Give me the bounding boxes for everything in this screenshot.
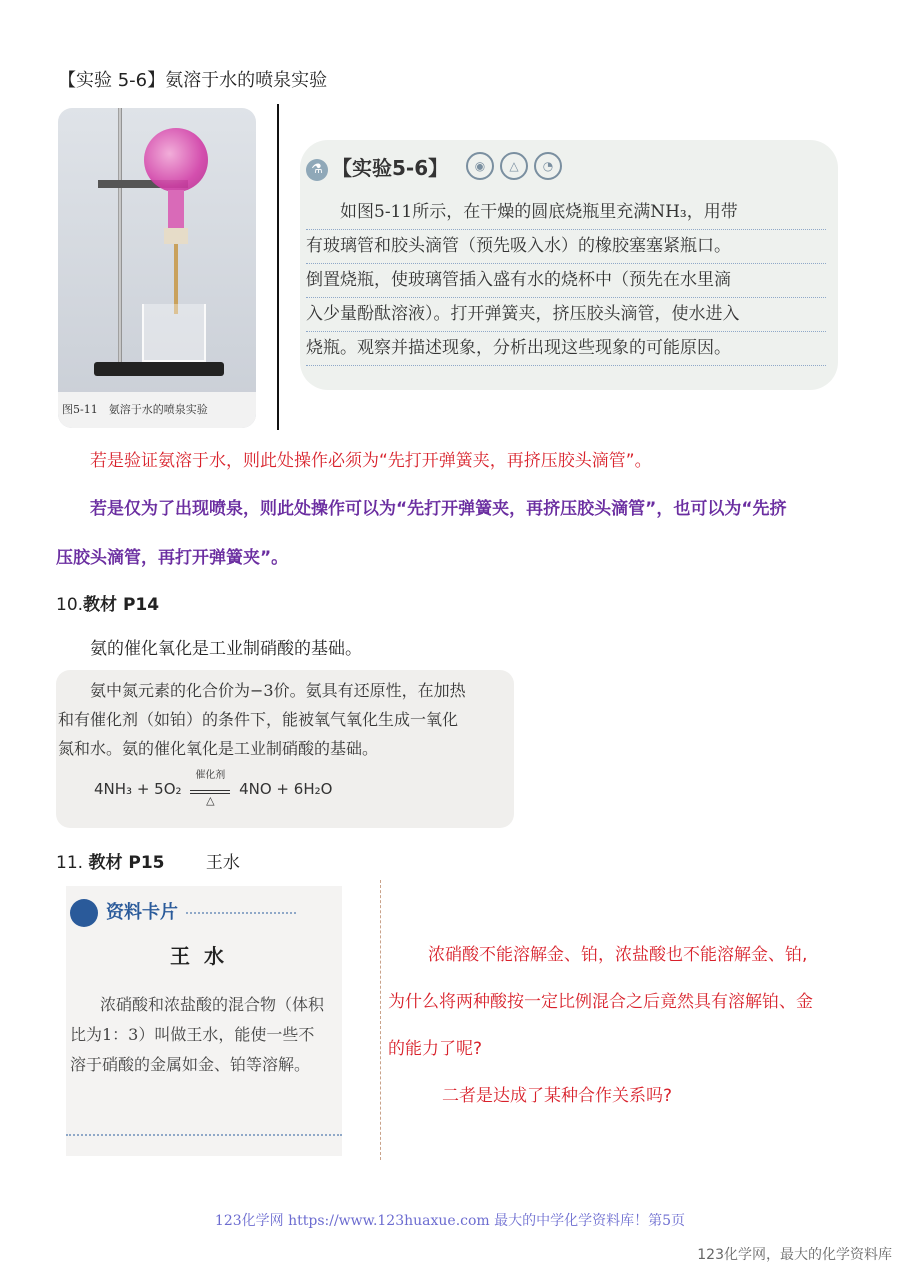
round-bottom-flask bbox=[144, 128, 208, 192]
brand-watermark: 123化学网，最大的化学资料库 bbox=[697, 1247, 892, 1263]
item-10-label: 教材 P14 bbox=[83, 595, 160, 615]
page-footer: 123化学网 https://www.123huaxue.com 最大的中学化学资料库！第5页 bbox=[214, 1213, 686, 1229]
equation-arrow bbox=[190, 770, 230, 807]
chemical-equation bbox=[94, 770, 333, 807]
textbook-line: 氨中氮元素的化合价为−3价。氨具有还原性，在加热 bbox=[90, 681, 466, 700]
flask-icon: ⚗ bbox=[306, 159, 328, 181]
side-note-line: 二者是达成了某种合作关系吗? bbox=[442, 1086, 673, 1106]
equation-reactants: 4NH₃ + 5O₂ bbox=[94, 780, 182, 798]
side-note-line: 浓硝酸不能溶解金、铂，浓盐酸也不能溶解金、铂, bbox=[428, 945, 808, 965]
wavy-divider bbox=[186, 912, 296, 914]
equation-heat-symbol: △ bbox=[206, 794, 215, 807]
fountain-experiment-photo bbox=[58, 108, 256, 428]
item-10-number: 10. bbox=[56, 595, 84, 615]
beaker bbox=[142, 304, 206, 362]
section-title: 【实验 5-6】氨溶于水的喷泉实验 bbox=[58, 70, 328, 91]
dashed-divider bbox=[380, 880, 381, 1160]
side-note-line: 的能力了呢? bbox=[388, 1039, 483, 1059]
experiment-line: 如图5-11所示，在干燥的圆底烧瓶里充满NH₃，用带 bbox=[306, 196, 826, 230]
goggles-icon: ◉ bbox=[466, 152, 494, 180]
info-card-header bbox=[70, 898, 296, 927]
rubber-stopper bbox=[164, 228, 188, 244]
stand-base bbox=[94, 362, 224, 376]
aqua-regia-info-card bbox=[66, 886, 342, 1156]
textbook-excerpt-text bbox=[58, 676, 510, 763]
flask-neck bbox=[168, 190, 184, 230]
equation-products: 4NO + 6H₂O bbox=[239, 780, 333, 798]
side-note-line: 为什么将两种酸按一定比例混合之后竟然具有溶解铂、金 bbox=[388, 992, 813, 1012]
safety-icons bbox=[466, 152, 568, 180]
info-card-header-label: 资料卡片 bbox=[106, 902, 178, 923]
experiment-line: 烧瓶。观察并描述现象，分析出现这些现象的可能原因。 bbox=[306, 332, 826, 366]
side-notes bbox=[388, 932, 858, 1120]
note-purple-line-2: 压胶头滴管，再打开弹簧夹”。 bbox=[56, 548, 289, 568]
experiment-line: 入少量酚酞溶液）。打开弹簧夹，挤压胶头滴管，使水进入 bbox=[306, 298, 826, 332]
textbook-excerpt-box bbox=[56, 670, 514, 828]
item-10-text: 氨的催化氧化是工业制硝酸的基础。 bbox=[90, 639, 362, 659]
equation-catalyst: 催化剂 bbox=[195, 770, 226, 781]
note-purple-line-1: 若是仅为了出现喷泉，则此处操作可以为“先打开弹簧夹，再挤压胶头滴管”，也可以为“先挤 bbox=[90, 499, 787, 519]
experiment-line: 有玻璃管和胶头滴管（预先吸入水）的橡胶塞塞紧瓶口。 bbox=[306, 230, 826, 264]
item-10-heading bbox=[56, 590, 159, 615]
textbook-line: 和有催化剂（如铂）的条件下，能被氧气氧化生成一氧化 bbox=[58, 710, 459, 729]
iron-stand-rod bbox=[118, 108, 122, 366]
recycle-icon: △ bbox=[500, 152, 528, 180]
info-card-title: 王水 bbox=[170, 944, 238, 968]
waste-icon: ◔ bbox=[534, 152, 562, 180]
divider-line bbox=[277, 104, 279, 430]
item-11-number: 11. bbox=[56, 853, 89, 873]
experiment-card bbox=[300, 140, 838, 390]
note-red: 若是验证氨溶于水，则此处操作必须为“先打开弹簧夹，再挤压胶头滴管”。 bbox=[90, 451, 652, 471]
experiment-label: 【实验5-6】 bbox=[332, 156, 449, 180]
wavy-divider-bottom bbox=[66, 1134, 342, 1136]
item-11-label: 教材 P15 bbox=[88, 853, 165, 873]
textbook-line: 氮和水。氨的催化氧化是工业制硝酸的基础。 bbox=[58, 739, 379, 758]
item-11-topic: 王水 bbox=[205, 853, 240, 873]
experiment-card-header bbox=[306, 152, 448, 181]
item-11-heading bbox=[56, 848, 240, 873]
experiment-card-body bbox=[306, 196, 826, 366]
experiment-line: 倒置烧瓶，使玻璃管插入盛有水的烧杯中（预先在水里滴 bbox=[306, 264, 826, 298]
info-card-icon bbox=[70, 899, 98, 927]
photo-caption: 图5-11 氨溶于水的喷泉实验 bbox=[58, 392, 256, 428]
info-card-body: 浓硝酸和浓盐酸的混合物（体积比为1：3）叫做王水，能使一些不溶于硝酸的金属如金、铂等溶解。 bbox=[70, 995, 325, 1074]
